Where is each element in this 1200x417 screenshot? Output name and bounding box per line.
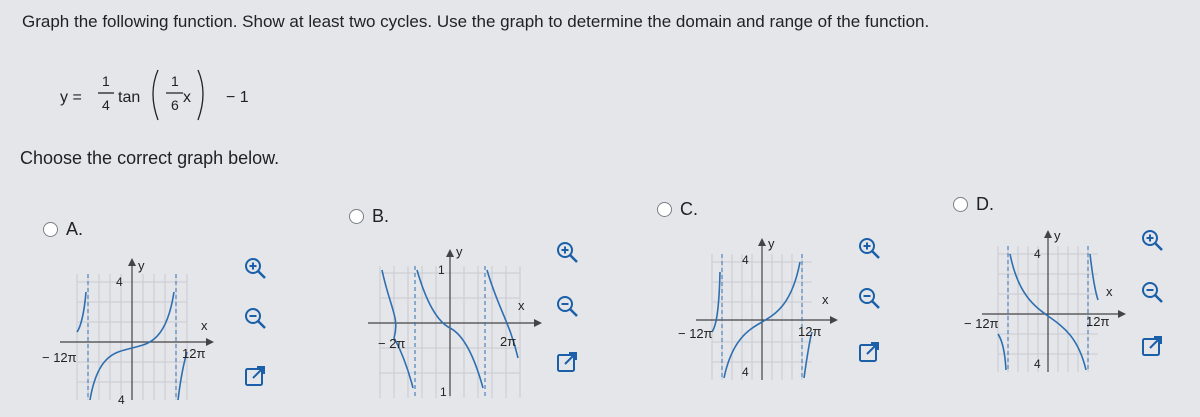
y-max-label: 4 [742, 253, 749, 267]
x-max-label: 12π [798, 324, 822, 339]
y-axis-label: y [138, 258, 145, 273]
option-a[interactable] [43, 219, 83, 240]
zoom-in-icon [243, 256, 267, 280]
option-d-label: D. [976, 194, 994, 214]
option-a-label: A. [66, 219, 84, 239]
option-a-graph-svg [38, 252, 228, 410]
option-c-label: C. [680, 199, 698, 219]
y-min-label: 4 [742, 365, 749, 379]
y-axis-arrow [446, 249, 454, 257]
zoom-out-icon [1140, 280, 1164, 304]
y-axis-arrow [758, 238, 766, 246]
option-c-zoom-in[interactable] [857, 236, 881, 260]
vertical-shift: − 1 [226, 89, 249, 106]
option-b-zoom-out[interactable] [555, 294, 579, 318]
option-a-graph [38, 252, 228, 410]
y-axis-label: y [768, 236, 775, 251]
y-axis-label: y [456, 244, 463, 259]
y-min-label: 1 [440, 385, 447, 399]
y-axis-label: y [1054, 228, 1061, 243]
option-d[interactable] [953, 194, 994, 215]
argument-numerator: 1 [171, 73, 179, 89]
x-min-label: − 12π [964, 316, 999, 331]
zoom-out-icon [555, 294, 579, 318]
x-axis-arrow [534, 319, 542, 327]
argument-denominator: 6 [171, 97, 179, 113]
x-max-label: 12π [1086, 314, 1110, 329]
function-name: tan [118, 89, 141, 106]
option-c-graph [676, 232, 846, 382]
y-axis-arrow [1044, 230, 1052, 238]
option-c-enlarge[interactable] [857, 340, 881, 364]
x-max-label: 2π [500, 334, 517, 349]
enlarge-icon [555, 350, 579, 374]
function-equation [58, 62, 288, 132]
x-axis-arrow [206, 338, 214, 346]
question-prompt: Graph the following function. Show at least two cycles. Use the graph to determine the domain and range of the function. [22, 12, 930, 31]
zoom-in-icon [857, 236, 881, 260]
option-c[interactable] [657, 199, 698, 220]
argument-variable: x [183, 89, 191, 106]
option-c-zoom-out[interactable] [857, 286, 881, 310]
option-b-enlarge[interactable] [555, 350, 579, 374]
y-min-label: 4 [1034, 357, 1041, 371]
option-d-graph [964, 224, 1138, 374]
tangent-curve [1090, 254, 1098, 300]
zoom-in-icon [555, 240, 579, 264]
x-axis-label: x [518, 298, 525, 313]
x-axis-arrow [830, 316, 838, 324]
enlarge-icon [243, 364, 267, 388]
option-d-radio[interactable] [953, 197, 968, 212]
y-max-label: 1 [438, 263, 445, 277]
y-min-label: 4 [118, 393, 125, 407]
coefficient-denominator: 4 [102, 97, 110, 113]
equation-lhs: y = [60, 89, 82, 106]
option-d-zoom-out[interactable] [1140, 280, 1164, 304]
enlarge-icon [1140, 334, 1164, 358]
option-b-graph [360, 238, 550, 398]
option-a-zoom-in[interactable] [243, 256, 267, 280]
x-min-label: − 2π [378, 336, 406, 351]
option-a-radio[interactable] [43, 222, 58, 237]
option-b-label: B. [372, 206, 390, 226]
zoom-out-icon [243, 306, 267, 330]
tangent-curve [77, 292, 86, 332]
choose-prompt: Choose the correct graph below. [20, 148, 280, 168]
option-b-radio[interactable] [349, 209, 364, 224]
option-c-graph-svg [676, 232, 846, 382]
option-b-zoom-in[interactable] [555, 240, 579, 264]
option-d-graph-svg [964, 224, 1138, 374]
x-axis-arrow [1118, 310, 1126, 318]
option-d-zoom-in[interactable] [1140, 228, 1164, 252]
x-axis-label: x [822, 292, 829, 307]
option-b-graph-svg [360, 238, 550, 398]
option-d-enlarge[interactable] [1140, 334, 1164, 358]
option-b[interactable] [349, 206, 389, 227]
zoom-in-icon [1140, 228, 1164, 252]
x-min-label: − 12π [42, 350, 77, 365]
enlarge-icon [857, 340, 881, 364]
option-a-enlarge[interactable] [243, 364, 267, 388]
x-axis-label: x [201, 318, 208, 333]
tangent-curve [998, 334, 1006, 370]
y-max-label: 4 [116, 275, 123, 289]
x-min-label: − 12π [678, 326, 713, 341]
option-c-radio[interactable] [657, 202, 672, 217]
x-max-label: 12π [182, 346, 206, 361]
option-a-zoom-out[interactable] [243, 306, 267, 330]
y-axis-arrow [128, 258, 136, 266]
y-max-label: 4 [1034, 247, 1041, 261]
x-axis-label: x [1106, 284, 1113, 299]
zoom-out-icon [857, 286, 881, 310]
coefficient-numerator: 1 [102, 73, 110, 89]
